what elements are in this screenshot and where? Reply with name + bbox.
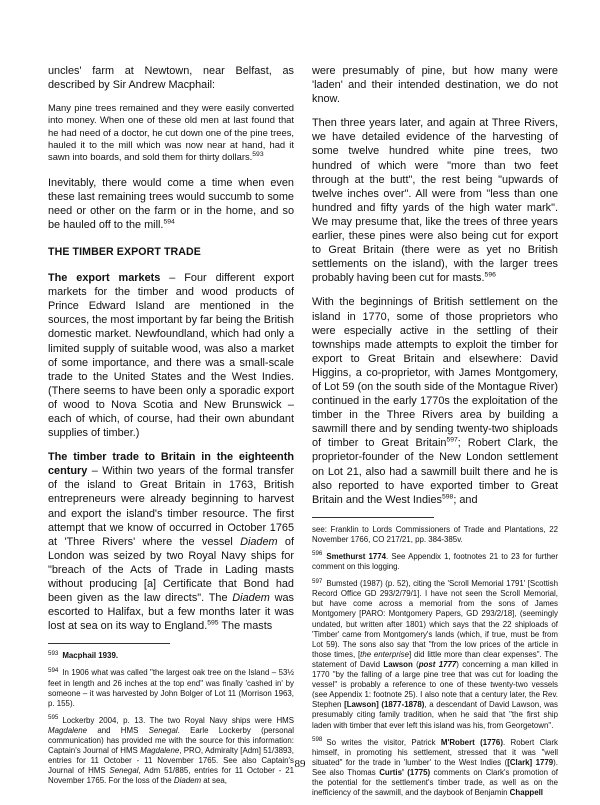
footnote: $^{596}$ Smethurst 1774. See Appendix 1, footnotes 21 to 23 for further comment on this logging. — [312, 550, 558, 572]
page-number: 89 — [294, 758, 306, 770]
left-column — [48, 64, 294, 794]
footnote-ref[interactable]: 597 — [446, 436, 458, 444]
paragraph: Inevitably, there would come a time when even these last remaining trees would succumb to some need or other on the farm or in the home, and so be hauled off to the mill.$^{594}$ — [48, 176, 294, 231]
right-column — [312, 64, 558, 805]
footnote: $^{593}$ Macphail 1939. — [48, 649, 119, 661]
footnote-ref[interactable]: 598 — [441, 493, 454, 501]
footnote-ref[interactable]: 596 — [484, 271, 496, 279]
footnote: $^{594}$ In 1906 what was called "the largest oak tree on the Island – 53½ feet in length and 26 inches at the top end" was finally 'cashed in' by someone – it was harvested by John Bolger of Lot 11 (Morrison 1963, p. 155). — [48, 666, 294, 708]
footnote: $^{597}$ Bumsted (1987) (p. 52), citing the 'Scroll Memorial 1791' [Scottish Record Office GD 293/2/79/1]. I have not seen the Scroll Memorial, but have come across a memorial from the sons of James Montgomery [PARO: Montgomery Papers, GD 293/2/18], (seemingly undated, but written after 1801) which says that the 22 shiploads of 'Timber' came from Montgomery's lands (which, if true, must be from Lot 59). The sons also say that "from the low prices of the article in those times, [the enterprise] did little more than clear expenses". The statement of David Lawson (post 1777) concerning a man killed in 1770 "by the falling of a large pine tree that was cut for loading the vessel" is probably a reference to one of these twenty-two vessels (see Appendix 1: footnote 25). I also note that a century later, the Rev. Stephen [Lawson] (1877-1878), a descendant of David Lawson, was presumably citing family tradition, when he said that "the first ship laden with timber that ever left this island was his, from Georgetown". — [312, 577, 559, 730]
footnote-continuation: see: Franklin to Lords Commissioners of Trade and Plantations, 22 November 1766, CO 217/21, pp. 384-385v. — [312, 524, 558, 544]
footnote-separator — [48, 643, 170, 644]
section-heading: THE TIMBER EXPORT TRADE — [48, 246, 201, 259]
paragraph-lead: The export markets — [48, 272, 161, 285]
block-quote: Many pine trees remained and they were easily converted into money. When one of these old men at last found that he had need of a doctor, he cut down one of the pine trees, hauled it to the mill which was now near at hand, had it sawn into boards, and sold them for thirty dollars.$^{593}$ — [48, 102, 294, 163]
footnote: $^{598}$ So writes the visitor, Patrick M'Robert (1776). Robert Clark himself, in promoting his settlement, stressed that it was "well situated" for the trade in 'lumber' to the West Indies ([Clark] 1779). See also Thomas Curtis' (1775) comments on Clark's promotion of the potential for the settlement's timber trade, as well as on the inefficiency of the sawmill, and the daybook of Benjamin Chappell — [312, 735, 558, 798]
paragraph-lead: The timber trade to Britain in the eighteenth century — [48, 451, 294, 478]
footnote-ref[interactable]: 595 — [207, 619, 219, 627]
paragraph: were presumably of pine, but how many were 'laden' and their intended destination, we do not know. — [312, 65, 558, 106]
footnote-separator — [312, 517, 434, 518]
paragraph: uncles' farm at Newtown, near Belfast, as described by Sir Andrew Macphail: — [48, 65, 294, 92]
paragraph: With the beginnings of British settlement on the island in 1770, some of those proprietors who were especially active in the settling of their townships made attempts to exploit the timber for export to Great Britain and elsewhere: David Higgins, a co-proprietor, with James Montgomery, of Lot 59 (on the south side of the Montague River) continued in the early 1770s the exploitation of the timber in the Three Rivers area by building a sawmill there and by sending twenty-two shiploads of timber to Great Britain$^{597}$; Robert Clark, the proprietor-founder of the New London settlement on Lot 21, also had a sawmill built there and he is also reported to have exported timber to Great Britain and the West Indies$^{598}$; and — [312, 296, 558, 506]
paragraph: Then three years later, and again at Three Rivers, we have detailed evidence of the harvesting of some twelve hundred white pine trees, two hundred of which were "more than two feet through at the butt", the rest being "upwards of twelve inches over". All were from "less than one hundred and fifty yards of the high water mark". We may presume that, like the trees of three years earlier, these pines were also being cut for export to Great Britain (there were as yet no British settlements on the island), with the larger trees probably having been cut for masts.$^{596}$ — [312, 117, 558, 285]
paragraph: The export markets – Four different export markets for the timber and wood products of Prince Edward Island are mentioned in the sources, the most important by far being the British domestic market. Newfoundland, which had only a limited supply of suitable wood, was also a market of some importance, and there was a small-scale trade to the United States and the West Indies. (There seems to have been only a sporadic export of wood to Nova Scotia and New Brunswick – each of which, of course, had their own abundant supplies of timber.) — [48, 272, 294, 440]
paragraph: The timber trade to Britain in the eighteenth century – Within two years of the formal transfer of the island to Great Britain in 1763, British entrepreneurs were already beginning to harvest and export the island's timber resource. The first attempt that we know of occurred in October 1765 at 'Three Rivers' where the vessel Diadem of London was seized by two Royal Navy ships for "breach of the Acts of Trade in Lading masts without producing [a] Certificate that Bond had been given as the law directs". The Diadem was escorted to Halifax, but a few months later it was lost at sea on its way to England.$^{595}$ The masts — [48, 451, 295, 633]
footnote-ref[interactable]: 594 — [163, 218, 175, 226]
footnote-ref[interactable]: 593 — [252, 151, 264, 159]
footnote: $^{595}$ Lockerby 2004, p. 13. The two Royal Navy ships were HMS Magdalene and HMS Senegal. Earle Lockerby (personal communication) has provided me with the source for this information: Captain's Journal of HMS Magdalene, PRO, Admiralty [Adm] 51/3893, entries for 11 October - 11 November 1765. See also Captain's Journal of HMS Senegal, Adm 51/885, entries for 11 October - 21 November 1765. For the loss of the Diadem at sea, — [48, 714, 294, 786]
